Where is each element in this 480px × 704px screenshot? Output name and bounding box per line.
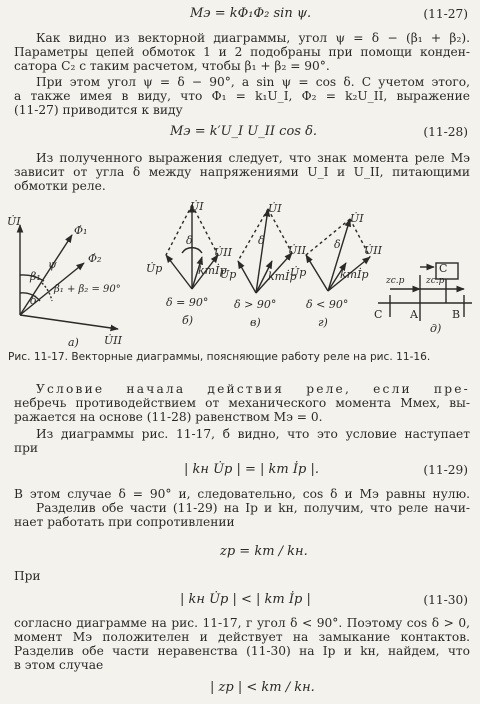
fig-g-sublabel: г)	[318, 316, 328, 329]
equation-zp: zр = kт / kн.	[220, 544, 308, 559]
paragraph-line: в этом случае	[14, 658, 104, 672]
fig-d-zcp-right-label: zс.р	[426, 276, 445, 286]
paragraph-line: В этом случае δ = 90° и, следовательно, cos δ и Mэ равны нулю.	[14, 487, 470, 501]
fig-v-sublabel: в)	[250, 316, 261, 329]
paragraph-line: небречь противодействием от механического момента Mмех, вы-	[14, 396, 470, 410]
fig-g-u2-label: U̇II	[364, 244, 382, 257]
fig-d-c-label: C	[374, 308, 383, 321]
equation-number-11-30: (11-30)	[423, 593, 468, 607]
fig-v-kip-label: kтİр	[268, 270, 297, 283]
vector-diagram-figure	[6, 197, 474, 347]
figure-caption: Рис. 11-17. Векторные диаграммы, поясняющие работу реле на рис. 11-16.	[8, 351, 431, 363]
fig-b-sublabel: б)	[182, 314, 194, 327]
fig-a-beta1-label: β₁	[30, 270, 41, 283]
paragraph-line: момент Mэ положителен и действует на замыкание контактов.	[14, 630, 470, 644]
paragraph-line: При	[14, 569, 41, 583]
equation-number-11-28: (11-28)	[423, 125, 468, 139]
paragraph-line: При этом угол ψ = δ − 90°, а sin ψ = cos δ. С учетом этого,	[36, 75, 470, 89]
fig-v-up-label: U̇р	[220, 268, 237, 281]
fig-d-c-box-label: C	[439, 262, 448, 275]
fig-a-phi2-label: Φ̇₂	[88, 252, 102, 265]
fig-b-u2-label: U̇II	[214, 246, 232, 259]
fig-b-condition: δ = 90°	[166, 296, 209, 309]
equation-11-27: Mэ = kΦ₁Φ₂ sin ψ.	[190, 6, 312, 21]
paragraph-line: ражается на основе (11-28) равенством Mэ = 0.	[14, 410, 323, 424]
fig-d-a-label: A	[410, 308, 418, 321]
paragraph-line: Условие начала действия реле, если пре-	[36, 382, 470, 396]
paragraph-line: а также имея в виду, что Φ₁ = k₁U_I, Φ₂ = k₂U_II, выражение	[14, 89, 470, 103]
paragraph-line: Параметры цепей обмоток 1 и 2 подобраны при помощи конден-	[14, 45, 470, 59]
paragraph-line: сатора C₂ с таким расчетом, чтобы β₁ + β₂ = 90°.	[14, 59, 330, 73]
paragraph-line: (11-27) приводится к виду	[14, 103, 183, 117]
paragraph-line: нает работать при сопротивлении	[14, 515, 235, 529]
fig-v-u1-label: U̇I	[268, 202, 282, 215]
paragraph-line: Из полученного выражения следует, что знак момента реле Mэ	[36, 151, 470, 165]
fig-g-up-label: U̇р	[290, 266, 307, 279]
equation-11-30: | kн U̇р | < | kт İр |	[180, 592, 311, 607]
paragraph-line: обмотки реле.	[14, 179, 106, 193]
equation-11-29: | kн U̇р | = | kт İр |.	[184, 462, 319, 477]
fig-a-u1-label: U̇I	[7, 215, 21, 228]
fig-v-condition: δ > 90°	[234, 298, 277, 311]
fig-d-zcp-left-label: zс.р	[386, 276, 405, 286]
paragraph-line: Разделив обе части неравенства (11-30) на Iр и kн, найдем, что	[14, 644, 470, 658]
fig-g-condition: δ < 90°	[306, 298, 349, 311]
fig-b-kip-label: kтİр	[198, 264, 227, 277]
fig-v-delta-label: δ	[258, 234, 265, 247]
paragraph-line: Как видно из векторной диаграммы, угол ψ = δ − (β₁ + β₂).	[36, 31, 470, 45]
fig-d-b-label: B	[452, 308, 461, 321]
fig-d-sublabel: д)	[430, 322, 442, 335]
paragraph-line: Разделив обе части (11-29) на Iр и kн, получим, что реле начи-	[36, 501, 470, 515]
equation-11-28: Mэ = k′U_I U_II cos δ.	[170, 124, 318, 139]
equation-number-11-27: (11-27)	[423, 7, 468, 21]
fig-a-beta-sum-label: β₁ + β₂ = 90°	[54, 284, 121, 295]
fig-a-u2-label: U̇II	[104, 334, 122, 347]
paragraph-line: Из диаграммы рис. 11-17, б видно, что это условие наступает	[36, 427, 470, 441]
fig-g-u1-label: U̇I	[350, 212, 364, 225]
paragraph-line: зависит от угла δ между напряжениями U_I и U_II, питающими	[14, 165, 470, 179]
fig-a-psi-label: ψ	[48, 258, 57, 271]
paragraph-line: согласно диаграмме на рис. 11-17, г угол δ < 90°. Поэтому cos δ > 0,	[14, 616, 470, 630]
fig-a-delta-label: δ	[30, 294, 37, 307]
fig-b-up-label: U̇р	[146, 262, 163, 275]
fig-a-phi1-label: Φ̇₁	[74, 224, 88, 237]
fig-a-sublabel: а)	[68, 336, 79, 349]
fig-b-delta-label: δ	[186, 234, 193, 247]
fig-v-u2-label: U̇II	[288, 244, 306, 257]
paragraph-line: при	[14, 441, 39, 455]
equation-final: | zр | < kт / kн.	[210, 680, 315, 695]
fig-b-u1-label: U̇I	[190, 200, 204, 213]
equation-number-11-29: (11-29)	[423, 463, 468, 477]
fig-g-delta-label: δ	[334, 238, 341, 251]
fig-g-kip-label: kтİр	[340, 268, 369, 281]
